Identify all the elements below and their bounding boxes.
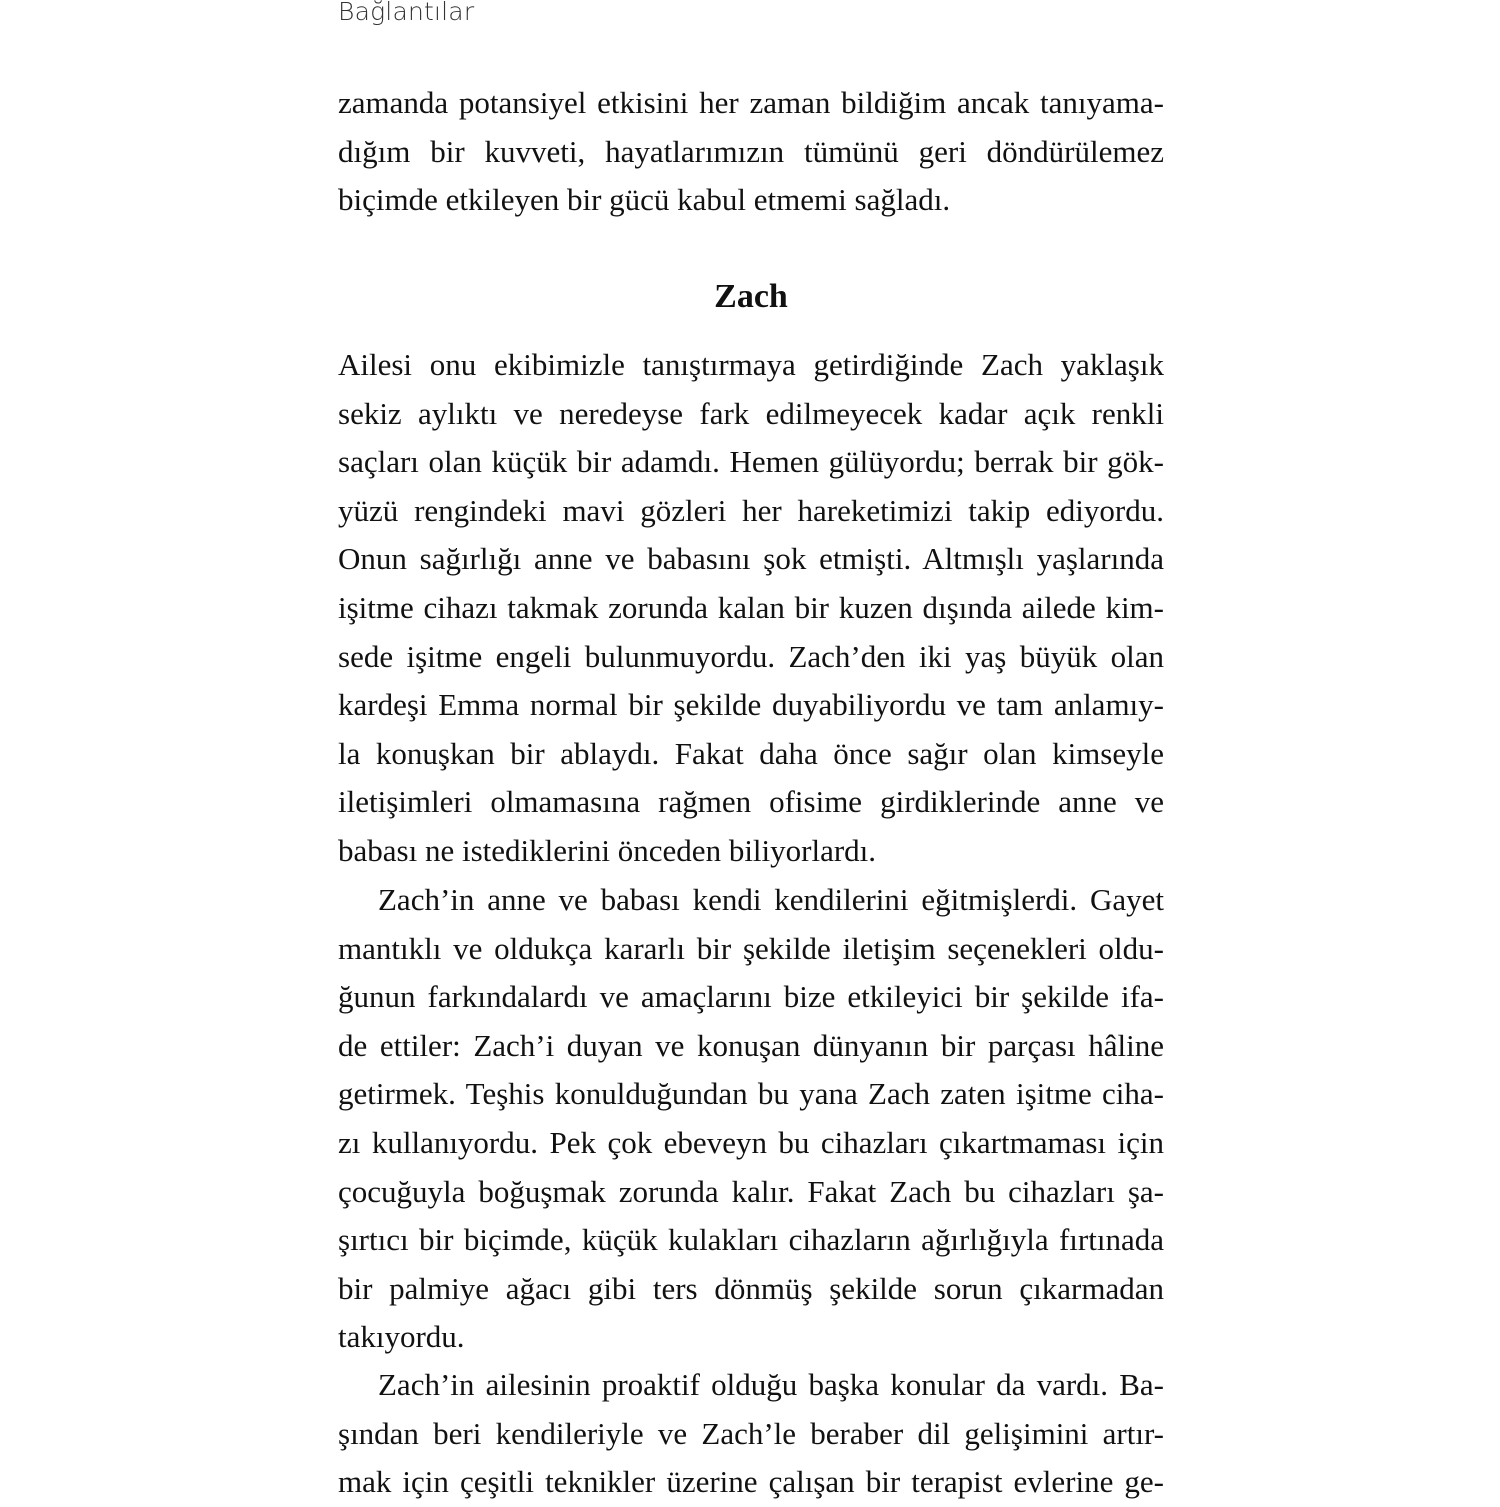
text-line: takıyordu. [338,1319,465,1355]
text-line: sekiz aylıktı ve neredeyse fark edilmeyecek kadar açık renkli [338,395,1164,431]
text-line: mak için çeşitli teknikler üzerine çalışan bir terapist evlerine ge- [338,1464,1164,1500]
text-line: işitme cihazı takmak zorunda kalan bir kuzen dışında ailede kim- [338,589,1164,625]
text-line: ğunun farkındalardı ve amaçlarını bize etkileyici bir şekilde ifa- [338,979,1164,1015]
text-line: de ettiler: Zach’i duyan ve konuşan dünyanın bir parçası hâline [338,1027,1164,1063]
text-line: Zach’in anne ve babası kendi kendilerini eğitmişlerdi. Gayet [378,882,1164,917]
text-line: kardeşi Emma normal bir şekilde duyabiliyordu ve tam anlamıy- [338,687,1164,723]
text-line: Zach’in ailesinin proaktif olduğu başka konular da vardı. Ba- [378,1367,1164,1402]
text-line: Onun sağırlığı anne ve babasını şok etmişti. Altmışlı yaşlarında [338,541,1164,577]
text-line: Ailesi onu ekibimizle tanıştırmaya getirdiğinde Zach yaklaşık [338,347,1164,382]
text-line: sede işitme engeli bulunmuyordu. Zach’den iki yaş büyük olan [338,638,1164,674]
running-head: Bağlantılar [338,0,475,26]
text-line: çocuğuyla boğuşmak zorunda kalır. Fakat Zach bu cihazları şa- [338,1173,1164,1209]
text-line: mantıklı ve oldukça kararlı bir şekilde iletişim seçenekleri oldu- [338,930,1164,966]
text-line: yüzü rengindeki mavi gözleri her hareketimizi takip ediyordu. [338,492,1164,528]
text-line: iletişimleri olmamasına rağmen ofisime girdiklerinde anne ve [338,784,1164,820]
section-heading: Zach [714,278,788,315]
text-line: zamanda potansiyel etkisini her zaman bildiğim ancak tanıyama- [338,85,1164,120]
text-line: getirmek. Teşhis konulduğundan bu yana Zach zaten işitme ciha- [338,1076,1164,1112]
text-line: la konuşkan bir ablaydı. Fakat daha önce sağır olan kimseyle [338,735,1164,771]
text-line: babası ne istediklerini önceden biliyorlardı. [338,832,877,868]
paragraph [338,876,1164,1362]
paragraph [338,1361,1164,1507]
text-line: zı kullanıyordu. Pek çok ebeveyn bu cihazları çıkartmaması için [338,1124,1164,1160]
text-line: saçları olan küçük bir adamdı. Hemen gülüyordu; berrak bir gök- [338,444,1164,480]
text-line: şırtıcı bir biçimde, küçük kulakları cihazların ağırlığıyla fırtınada [338,1222,1164,1258]
paragraph [338,341,1164,876]
text-line: şından beri kendileriyle ve Zach’le beraber dil gelişimini artır- [338,1415,1164,1451]
text-line: biçimde etkileyen bir gücü kabul etmemi sağladı. [338,182,951,218]
text-line: bir palmiye ağacı gibi ters dönmüş şekilde sorun çıkarmadan [338,1270,1164,1306]
paragraph-continuation [338,79,1164,225]
text-line: dığım bir kuvveti, hayatlarımızın tümünü geri döndürülemez [338,133,1164,169]
